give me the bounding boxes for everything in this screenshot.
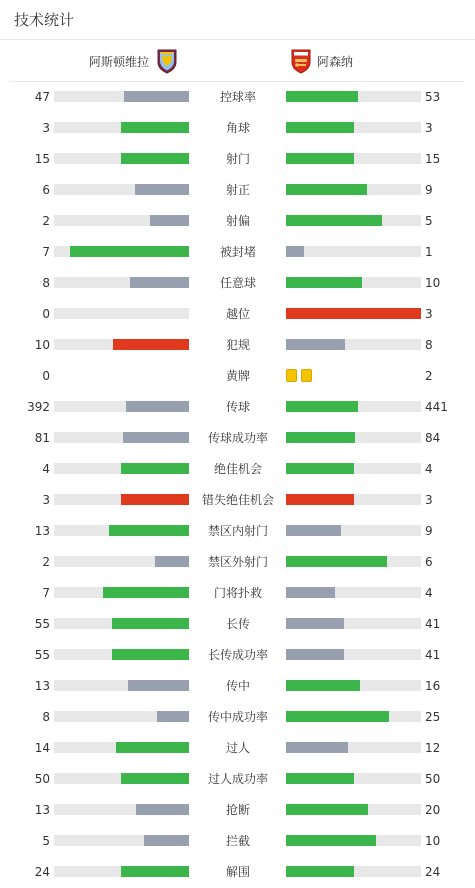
away-bar-fill (286, 556, 387, 567)
stat-row (0, 237, 475, 268)
home-bar-fill (128, 680, 189, 691)
home-bar-fill (155, 556, 189, 567)
stat-label: 角球 (225, 121, 250, 135)
home-value: 8 (42, 276, 50, 290)
away-value: 3 (425, 307, 433, 321)
stat-label: 禁区内射门 (207, 524, 268, 538)
away-value: 41 (425, 648, 441, 662)
home-value: 2 (42, 555, 50, 569)
stat-label: 越位 (225, 307, 250, 321)
home-team[interactable] (89, 40, 178, 82)
home-bar-fill (135, 184, 189, 195)
away-bar-fill (286, 804, 368, 815)
away-yellow-cards (286, 369, 312, 382)
away-bar-track (286, 618, 421, 629)
home-bar-fill (157, 711, 189, 722)
home-bar-fill (121, 122, 189, 133)
stat-label: 长传 (225, 617, 250, 631)
home-bar-fill (112, 618, 189, 629)
stat-label: 传球 (225, 400, 250, 414)
away-bar-track (286, 866, 421, 877)
away-value: 50 (425, 772, 441, 786)
stat-row (0, 485, 475, 516)
away-value: 25 (425, 710, 441, 724)
stat-label: 射门 (225, 152, 250, 166)
away-bar-track (286, 773, 421, 784)
home-bar-track (54, 804, 189, 815)
stat-label: 拦截 (225, 834, 250, 848)
stat-label: 传中 (225, 679, 250, 693)
away-bar-fill (286, 339, 345, 350)
home-bar-fill (121, 866, 189, 877)
home-bar-track (54, 494, 189, 505)
home-bar-fill (121, 463, 189, 474)
home-bar-track (54, 122, 189, 133)
home-bar-fill (121, 494, 189, 505)
home-value: 0 (42, 369, 50, 383)
stat-row (0, 144, 475, 175)
home-value: 0 (42, 307, 50, 321)
away-value: 3 (425, 121, 433, 135)
home-bar-track (54, 587, 189, 598)
stat-row (0, 330, 475, 361)
home-bar-track (54, 246, 189, 257)
home-bar-fill (70, 246, 189, 257)
home-bar-track (54, 773, 189, 784)
home-value: 81 (34, 431, 50, 445)
away-value: 9 (425, 183, 433, 197)
stat-row (0, 826, 475, 857)
home-crest-icon (156, 48, 178, 74)
stat-row (0, 268, 475, 299)
home-value: 14 (34, 741, 50, 755)
stat-row (0, 423, 475, 454)
home-bar-fill (103, 587, 189, 598)
away-bar-track (286, 153, 421, 164)
home-bar-track (54, 432, 189, 443)
yellow-card-icon (286, 369, 297, 382)
home-bar-fill (123, 432, 189, 443)
stat-label: 传球成功率 (207, 431, 268, 445)
away-value: 441 (425, 400, 448, 414)
home-bar-fill (112, 649, 189, 660)
away-value: 1 (425, 245, 433, 259)
home-bar-track (54, 308, 189, 319)
stat-row (0, 361, 475, 392)
home-bar-fill (121, 773, 189, 784)
stat-row (0, 795, 475, 826)
stat-label: 过人 (225, 741, 250, 755)
stat-row (0, 733, 475, 764)
page-title: 技术统计 (14, 11, 75, 29)
stat-label: 黄牌 (225, 369, 250, 383)
away-bar-track (286, 308, 421, 319)
stat-row (0, 516, 475, 547)
away-bar-fill (286, 866, 354, 877)
home-bar-track (54, 339, 189, 350)
stat-label: 长传成功率 (207, 648, 268, 662)
away-bar-track (286, 680, 421, 691)
stat-row (0, 640, 475, 671)
stat-label: 犯规 (225, 338, 250, 352)
away-bar-fill (286, 122, 354, 133)
away-value: 10 (425, 276, 441, 290)
away-value: 15 (425, 152, 441, 166)
stat-row (0, 764, 475, 795)
home-bar-fill (109, 525, 189, 536)
stat-row (0, 175, 475, 206)
home-bar-fill (121, 153, 189, 164)
home-bar-fill (136, 804, 189, 815)
away-value: 41 (425, 617, 441, 631)
home-bar-fill (116, 742, 189, 753)
home-bar-fill (124, 91, 189, 102)
stat-row (0, 702, 475, 733)
home-value: 5 (42, 834, 50, 848)
home-bar-track (54, 277, 189, 288)
away-value: 6 (425, 555, 433, 569)
away-bar-track (286, 401, 421, 412)
home-value: 50 (34, 772, 50, 786)
home-bar-track (54, 742, 189, 753)
home-bar-track (54, 525, 189, 536)
away-bar-fill (286, 153, 354, 164)
away-value: 4 (425, 586, 433, 600)
away-bar-track (286, 525, 421, 536)
away-crest-icon (290, 48, 312, 74)
home-bar-track (54, 866, 189, 877)
home-value: 6 (42, 183, 50, 197)
home-value: 15 (34, 152, 50, 166)
stat-row (0, 82, 475, 113)
away-value: 24 (425, 865, 441, 879)
stat-row (0, 392, 475, 423)
stat-label: 传中成功率 (207, 710, 268, 724)
away-bar-track (286, 246, 421, 257)
stat-row (0, 609, 475, 640)
away-bar-fill (286, 246, 304, 257)
stat-label: 射偏 (225, 214, 250, 228)
away-bar-track (286, 463, 421, 474)
stat-label: 错失绝佳机会 (201, 493, 274, 507)
away-bar-fill (286, 184, 367, 195)
home-bar-track (54, 835, 189, 846)
stat-label: 过人成功率 (207, 772, 268, 786)
stat-row (0, 578, 475, 609)
away-bar-fill (286, 494, 354, 505)
stats-header (0, 0, 475, 40)
home-bar-track (54, 401, 189, 412)
away-bar-track (286, 649, 421, 660)
home-bar-track (54, 649, 189, 660)
away-bar-fill (286, 463, 354, 474)
away-bar-fill (286, 525, 341, 536)
home-value: 3 (42, 121, 50, 135)
stat-label: 禁区外射门 (207, 555, 268, 569)
away-bar-track (286, 804, 421, 815)
home-bar-fill (150, 215, 189, 226)
home-value: 7 (42, 245, 50, 259)
away-value: 84 (425, 431, 441, 445)
stat-row (0, 547, 475, 578)
away-bar-fill (286, 711, 389, 722)
away-bar-fill (286, 773, 354, 784)
away-bar-fill (286, 91, 358, 102)
stat-row (0, 299, 475, 330)
stat-label: 射正 (225, 183, 250, 197)
away-value: 53 (425, 90, 441, 104)
home-bar-track (54, 618, 189, 629)
home-value: 24 (34, 865, 50, 879)
away-bar-fill (286, 680, 360, 691)
stat-label: 门将扑救 (213, 586, 262, 600)
home-value: 13 (34, 679, 50, 693)
home-bar-track (54, 91, 189, 102)
yellow-card-icon (301, 369, 312, 382)
home-bar-fill (144, 835, 189, 846)
teams-row (10, 40, 465, 82)
stat-row (0, 454, 475, 485)
stat-label: 解围 (225, 865, 250, 879)
away-value: 8 (425, 338, 433, 352)
away-bar-track (286, 215, 421, 226)
away-bar-fill (286, 587, 335, 598)
home-bar-track (54, 680, 189, 691)
stat-label: 被封堵 (219, 245, 256, 259)
home-value: 2 (42, 214, 50, 228)
away-bar-fill (286, 215, 382, 226)
home-bar-fill (113, 339, 189, 350)
away-bar-track (286, 122, 421, 133)
home-value: 8 (42, 710, 50, 724)
home-bar-track (54, 184, 189, 195)
home-value: 13 (34, 524, 50, 538)
home-bar-track (54, 153, 189, 164)
away-value: 4 (425, 462, 433, 476)
home-team-name: 阿斯顿维拉 (88, 54, 149, 69)
stat-row (0, 113, 475, 144)
away-bar-track (286, 587, 421, 598)
home-bar-track (54, 711, 189, 722)
away-bar-track (286, 711, 421, 722)
stats-list (0, 82, 475, 888)
stat-label: 绝佳机会 (213, 462, 262, 476)
home-value: 3 (42, 493, 50, 507)
away-bar-fill (286, 432, 355, 443)
home-bar-track (54, 215, 189, 226)
stat-label: 抢断 (225, 803, 250, 817)
home-value: 13 (34, 803, 50, 817)
away-value: 2 (425, 369, 433, 383)
home-value: 55 (34, 648, 50, 662)
away-bar-track (286, 742, 421, 753)
away-bar-fill (286, 742, 348, 753)
stat-row (0, 671, 475, 702)
away-bar-fill (286, 618, 344, 629)
stat-label: 控球率 (219, 90, 256, 104)
home-bar-fill (130, 277, 189, 288)
away-bar-track (286, 835, 421, 846)
away-bar-track (286, 339, 421, 350)
away-value: 3 (425, 493, 433, 507)
away-bar-fill (286, 401, 358, 412)
home-bar-fill (126, 401, 189, 412)
away-team[interactable] (290, 40, 353, 82)
stat-label: 任意球 (219, 276, 256, 290)
away-value: 10 (425, 834, 441, 848)
away-bar-track (286, 556, 421, 567)
home-value: 7 (42, 586, 50, 600)
away-bar-fill (286, 308, 421, 319)
away-bar-track (286, 432, 421, 443)
away-value: 12 (425, 741, 441, 755)
away-value: 9 (425, 524, 433, 538)
home-value: 55 (34, 617, 50, 631)
home-value: 47 (34, 90, 50, 104)
away-bar-track (286, 277, 421, 288)
home-bar-track (54, 463, 189, 474)
away-bar-track (286, 184, 421, 195)
away-value: 5 (425, 214, 433, 228)
away-bar-fill (286, 835, 376, 846)
away-value: 20 (425, 803, 441, 817)
away-bar-track (286, 494, 421, 505)
stat-row (0, 857, 475, 888)
away-bar-track (286, 91, 421, 102)
away-bar-fill (286, 277, 362, 288)
away-team-name: 阿森纳 (317, 54, 354, 69)
home-value: 4 (42, 462, 50, 476)
home-value: 10 (34, 338, 50, 352)
home-value: 392 (27, 400, 50, 414)
stat-row (0, 206, 475, 237)
away-bar-fill (286, 649, 344, 660)
away-value: 16 (425, 679, 441, 693)
home-bar-track (54, 556, 189, 567)
